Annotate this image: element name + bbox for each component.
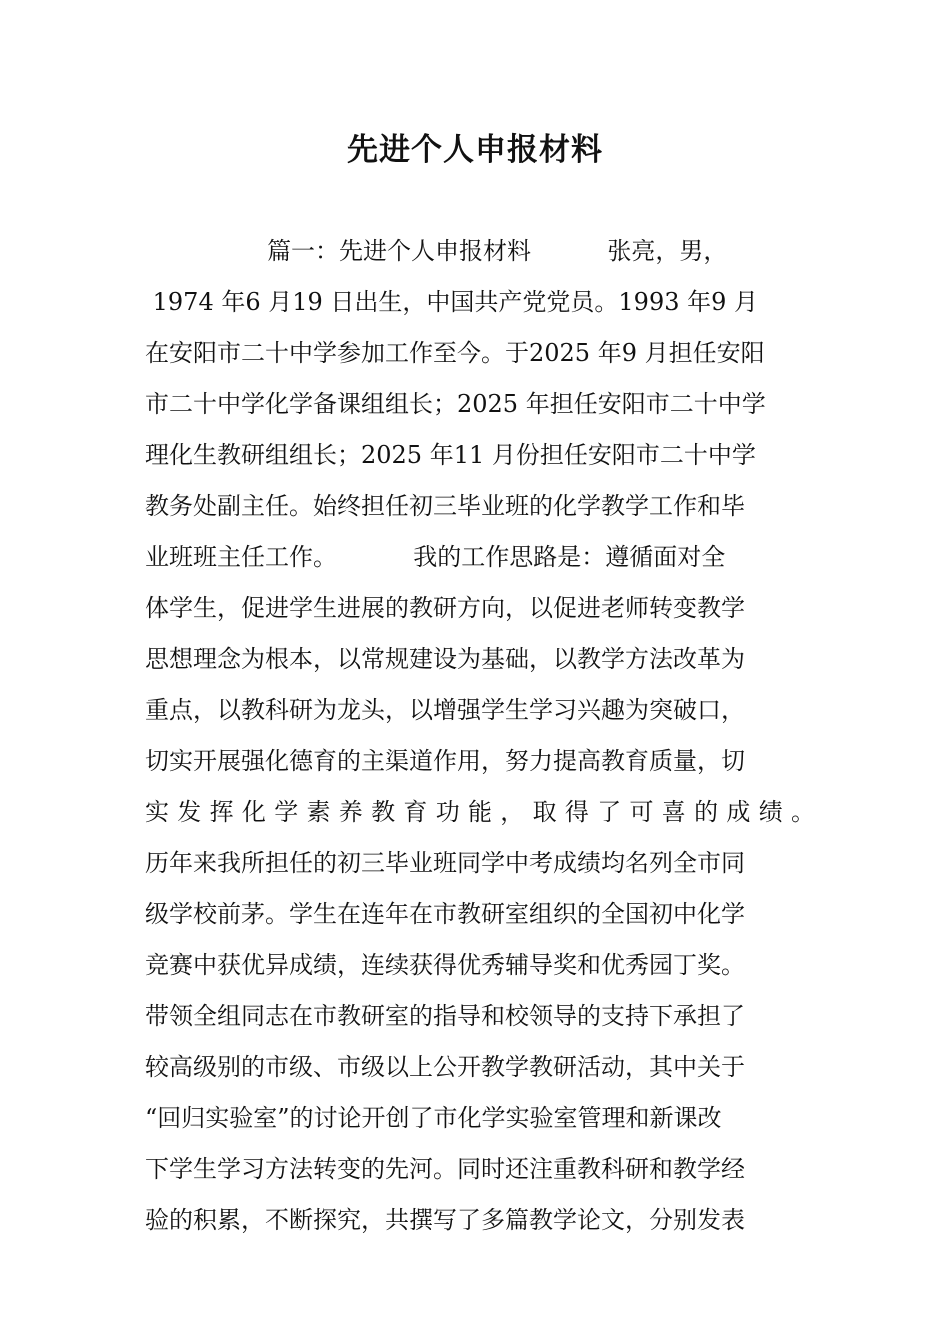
body-line: 篇一：先进个人申报材料 张亮，男，	[145, 237, 728, 265]
body-line: 在安阳市二十中学参加工作至今。于2025 年9 月担任安阳	[145, 339, 765, 367]
body-line: 理化生教研组组长；2025 年11 月份担任安阳市二十中学	[145, 441, 756, 469]
body-line: 竞赛中获优异成绩，连续获得优秀辅导奖和优秀园丁奖。	[145, 951, 745, 979]
body-line: 历年来我所担任的初三毕业班同学中考成绩均名列全市同	[145, 849, 745, 877]
body-line: 体学生，促进学生进展的教研方向，以促进老师转变教学	[145, 594, 745, 622]
body-line: 带领全组同志在市教研室的指导和校领导的支持下承担了	[145, 1002, 745, 1030]
body-line: 级学校前茅。学生在连年在市教研室组织的全国初中化学	[145, 900, 745, 928]
body-line: 切实开展强化德育的主渠道作用，努力提高教育质量，切	[145, 747, 745, 775]
body-line: 业班班主任工作。 我的工作思路是：遵循面对全	[145, 543, 726, 571]
document-body	[145, 226, 815, 1246]
body-line: 市二十中学化学备课组组长；2025 年担任安阳市二十中学	[145, 390, 766, 418]
body-line: 下学生学习方法转变的先河。同时还注重教科研和教学经	[145, 1155, 745, 1183]
body-line: 验的积累，不断探究，共撰写了多篇教学论文，分别发表	[145, 1206, 745, 1234]
body-line: “回归实验室”的讨论开创了市化学实验室管理和新课改	[145, 1104, 722, 1132]
body-line: 思想理念为根本，以常规建设为基础，以教学方法改革为	[145, 645, 745, 673]
body-line: 实发挥化学素养教育功能，取得了可喜的成绩。	[145, 798, 815, 826]
body-line: 较高级别的市级、市级以上公开教学教研活动，其中关于	[145, 1053, 745, 1081]
document-title: 先进个人申报材料	[347, 132, 603, 168]
body-line: 1974 年6 月19 日出生，中国共产党党员。1993 年9 月	[145, 288, 759, 316]
body-line: 重点，以教科研为龙头，以增强学生学习兴趣为突破口，	[145, 696, 745, 724]
body-line: 教务处副主任。始终担任初三毕业班的化学教学工作和毕	[145, 492, 745, 520]
